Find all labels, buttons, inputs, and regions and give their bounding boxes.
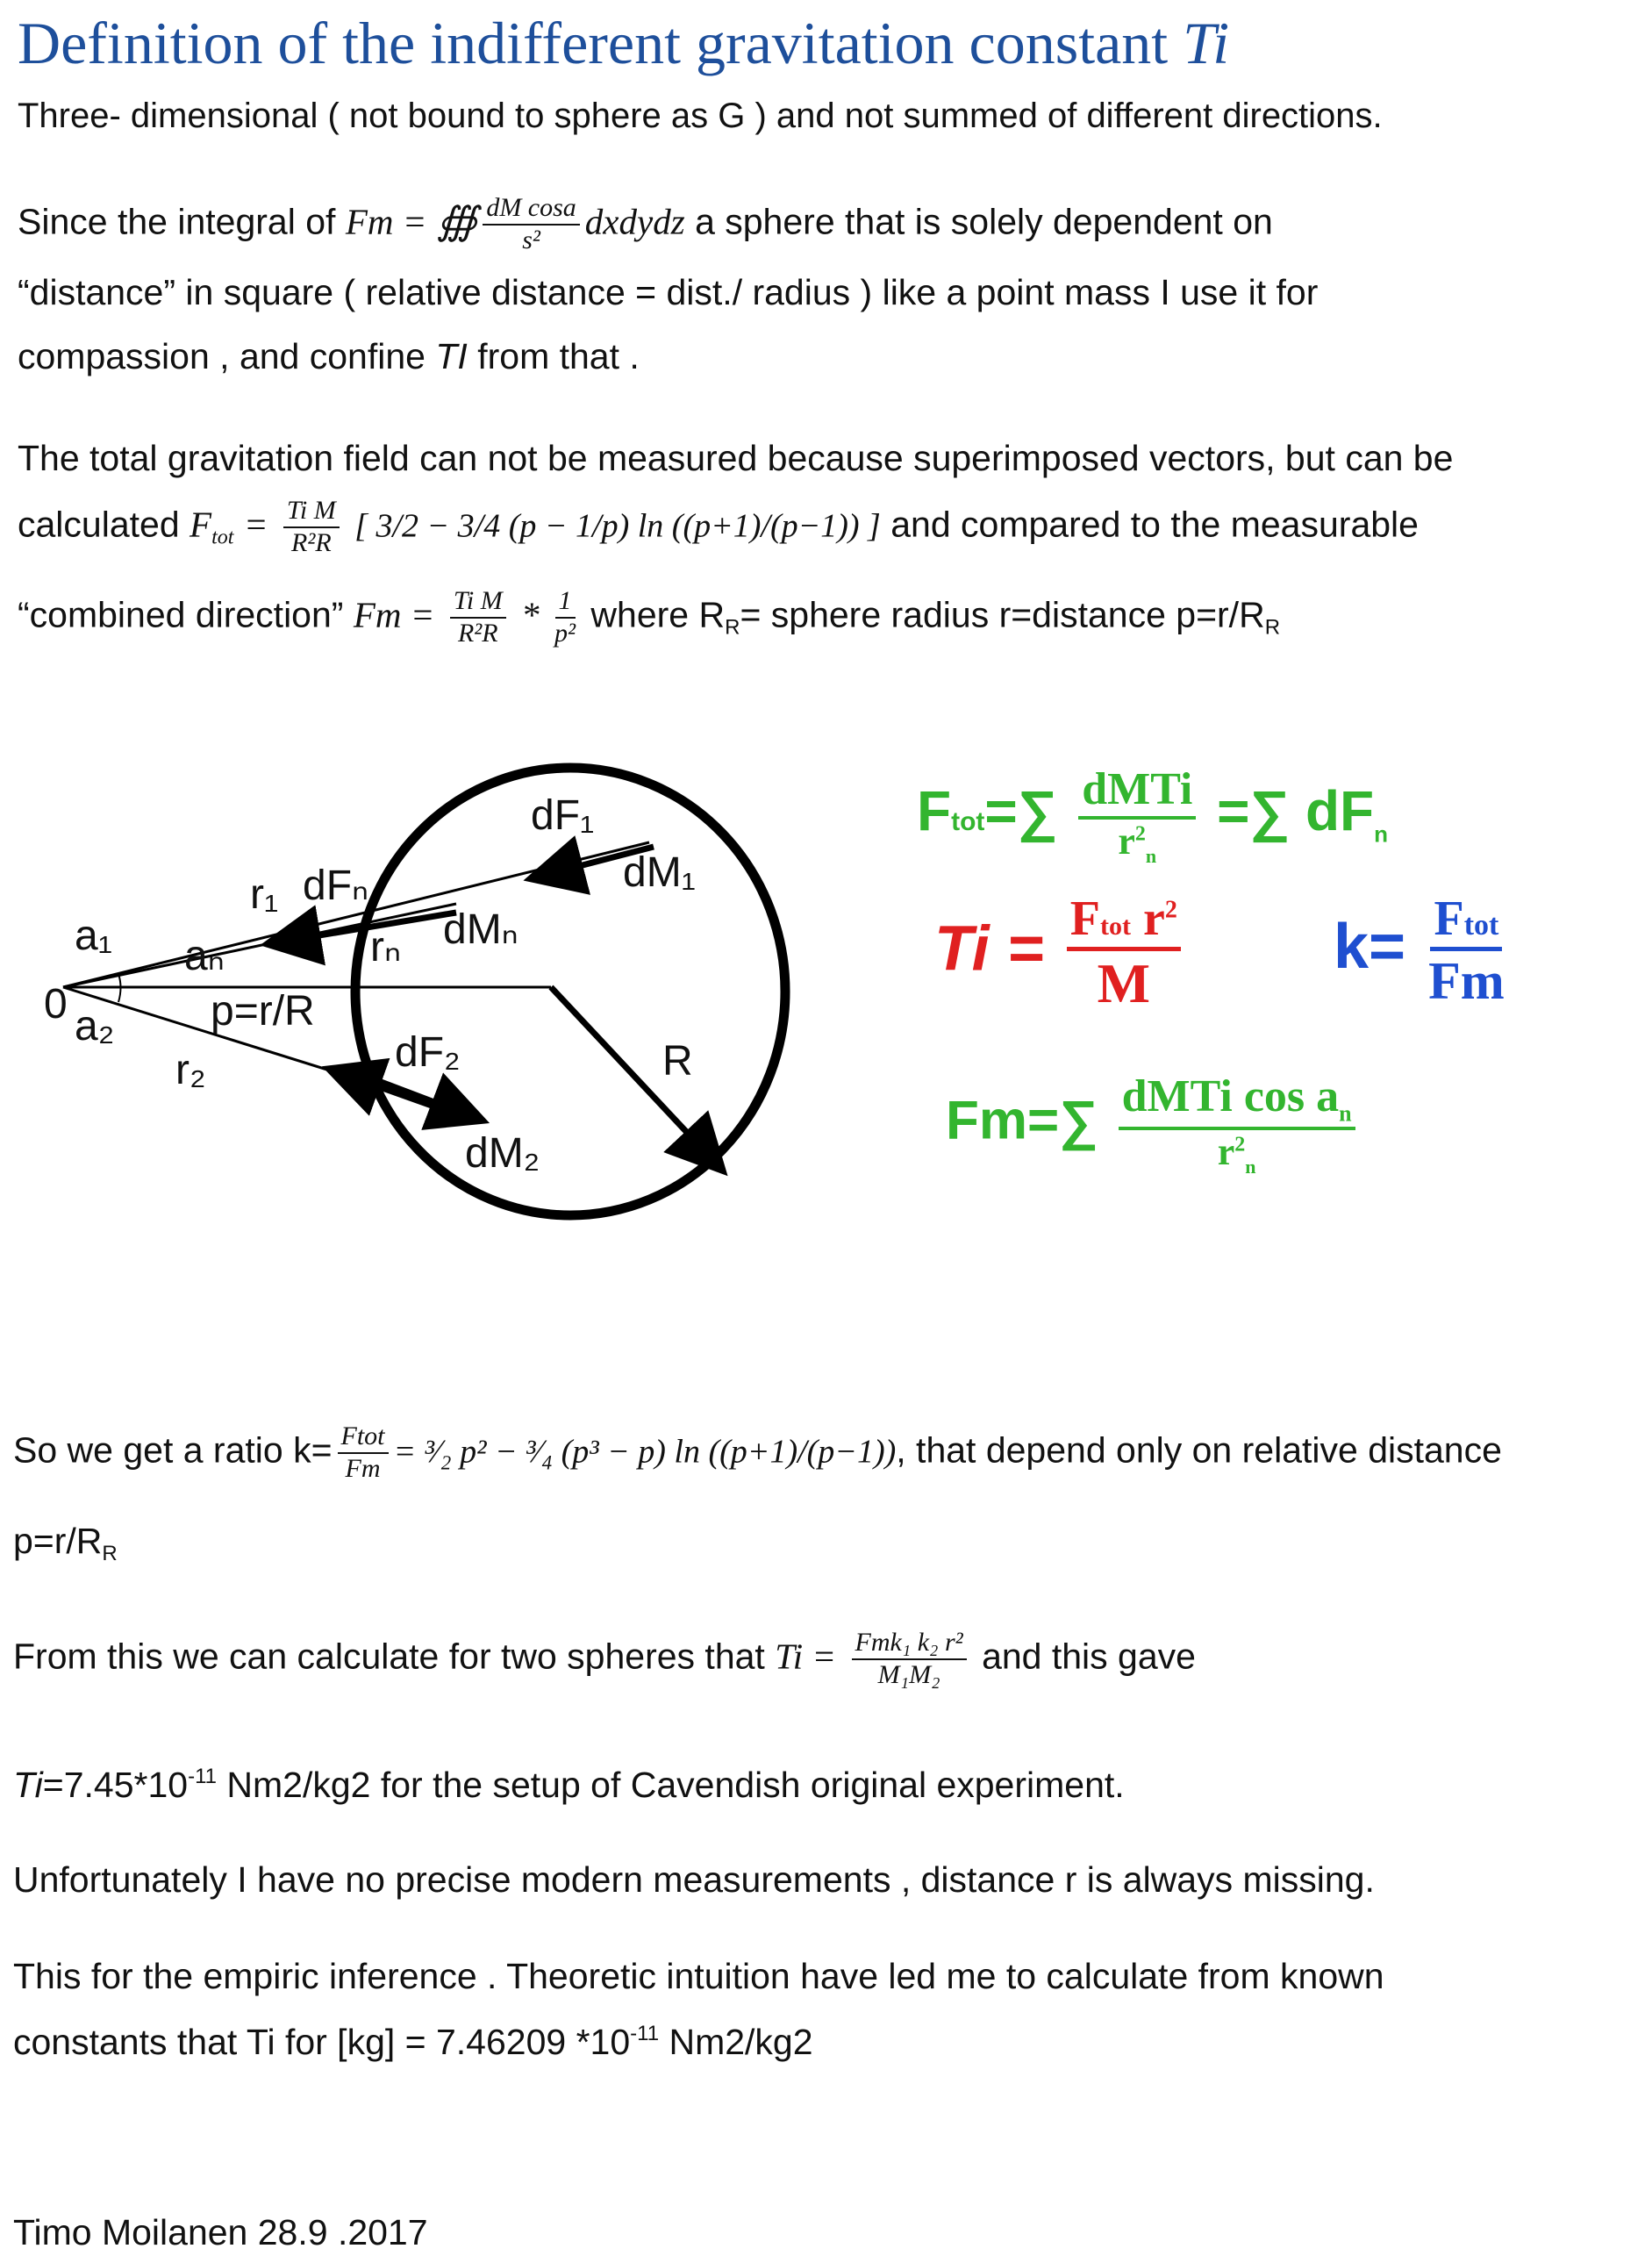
label-dM2: dM₂ [465, 1130, 540, 1177]
para4-ti: Ti = [775, 1636, 837, 1677]
para2-text3: “combined direction” [18, 594, 344, 635]
times: * [521, 594, 540, 635]
para4-line [13, 1628, 1196, 1690]
fm-green-den-sub: n [1245, 1156, 1256, 1178]
para3-text: So we get a ratio k= [13, 1429, 333, 1471]
para2-text: calculated [18, 504, 180, 545]
label-r1: r₁ [250, 871, 279, 918]
para5-exp: -11 [188, 1765, 218, 1788]
equals: = [243, 504, 268, 545]
triple-integral: ∰ [436, 199, 478, 243]
ti-num-f: F [1069, 892, 1100, 946]
k-den: Fm [1428, 952, 1505, 1011]
para4-den: M₁M₂ [877, 1659, 940, 1689]
ftot-green-den [1118, 820, 1156, 867]
label-dMn: dMₙ [443, 906, 518, 953]
integrand-den: s² [522, 225, 540, 254]
bracket-expression: [ 3/2 − 3/4 (p − 1/p) ln ((p+1)/(p−1)) ] [354, 507, 881, 545]
para3-sub: R [102, 1542, 118, 1565]
ti-lhs: Ti = [934, 913, 1044, 985]
fm-green-num [1119, 1071, 1355, 1130]
ftot-den: R²R [291, 527, 332, 557]
para7-line2 [13, 2021, 813, 2064]
label-origin: 0 [44, 981, 68, 1028]
para2-text2: and compared to the measurable [890, 504, 1419, 545]
rr-sub: R [725, 615, 740, 640]
para1-text4: from that . [477, 336, 640, 376]
k-ratio-den: Fm [345, 1453, 381, 1483]
subtitle: Three- dimensional ( not bound to sphere as G ) and not summed of different directions. [18, 97, 1383, 135]
label-p: p=r/R [211, 988, 315, 1035]
k-num [1430, 891, 1502, 951]
formula-ftot [917, 763, 1388, 867]
para5-line [13, 1764, 1125, 1807]
fm-green-den-r: r [1217, 1130, 1235, 1174]
label-a1: a₁ [75, 913, 112, 959]
fm-lhs: Fm = [345, 201, 427, 242]
ftot-sub-g: tot [951, 806, 985, 836]
label-r2: r₂ [175, 1047, 206, 1093]
ftot-num: Ti M [283, 496, 340, 528]
para6-line: Unfortunately I have no precise modern measurements , distance r is always missing. [13, 1859, 1375, 1900]
ti-fraction [1067, 891, 1181, 1016]
ftot-rhs-sub: n [1374, 820, 1389, 848]
k-ratio-expr: = ³⁄₂ p² − ³⁄₄ (p³ − p) ln ((p+1)/(p−1)) [393, 1433, 897, 1471]
para2-text5: = sphere radius r=distance p=r/R [740, 594, 1265, 635]
para7-text: constants that Ti for [kg] = 7.46209 *10 [13, 2022, 631, 2062]
formula-k [1334, 891, 1510, 1012]
para1-text: Since the integral of [18, 201, 336, 242]
para1-line2: “distance” in square ( relative distance = dist./ radius ) like a point mass I use it for [18, 272, 1319, 312]
ti-den: M [1097, 952, 1150, 1015]
rr-sub2: R [1264, 615, 1281, 640]
ftot-symbol: F [190, 504, 212, 545]
fm-green-num-sub: n [1339, 1100, 1352, 1127]
para4-num: Fmk₁ k₂ r² [852, 1628, 967, 1660]
k-num-sub: tot [1463, 909, 1499, 942]
para1-text3: compassion , and confine [18, 336, 426, 376]
fm2-num: 1 [555, 586, 576, 619]
para3-line2 [13, 1520, 118, 1567]
ti-symbol: TI [435, 336, 468, 376]
para2-text4: where R [590, 594, 726, 635]
para7-line1: This for the empiric inference . Theoretic intuition have led me to calculate from known [13, 1956, 1384, 1996]
k-ratio-num: Ftot [338, 1422, 389, 1454]
para7-tail: Nm2/kg2 [659, 2022, 813, 2062]
para5-value: =7.45*10 [42, 1765, 189, 1805]
para3-line1 [13, 1422, 1502, 1484]
para3-text3: p=r/R [13, 1521, 103, 1561]
formula-fm [946, 1071, 1361, 1178]
ti-num-sub: tot [1099, 912, 1131, 941]
fm-den: R²R [457, 618, 498, 648]
integrand-num: dM cosa [483, 193, 579, 226]
fm-lhs2: Fm = [353, 594, 435, 635]
ftot-green-num: dMTi [1078, 763, 1196, 820]
ftot-f: F [917, 778, 952, 842]
para1-text2: a sphere that is solely dependent on [695, 201, 1273, 242]
ti-num-sup: 2 [1164, 896, 1177, 924]
ftot-sub: tot [211, 526, 234, 549]
label-a2: a₂ [75, 1003, 115, 1049]
ti-num-r: r [1142, 892, 1165, 946]
k-lhs: k= [1334, 912, 1406, 983]
label-an: aₙ [184, 933, 225, 979]
ftot-green-den-sub: n [1145, 844, 1157, 867]
para4-text: From this we can calculate for two spheres that [13, 1636, 765, 1677]
arrow-dF2 [333, 1071, 456, 1114]
signature: Timo Moilanen 28.9 .2017 [13, 2212, 428, 2252]
ti-num [1067, 891, 1181, 951]
fm2-den: p² [554, 618, 576, 648]
ftot-green-den-sup: 2 [1134, 822, 1146, 846]
ftot-rhs: =∑ dF [1217, 778, 1375, 842]
fm-green-lhs: Fm=∑ [946, 1090, 1098, 1151]
label-R: R [662, 1038, 693, 1085]
para5-tail: Nm2/kg2 for the setup of Cavendish original experiment. [217, 1765, 1125, 1805]
ftot-green-fraction [1078, 763, 1196, 867]
ftot-green-den-r: r [1118, 819, 1135, 863]
fm-green-fraction [1119, 1071, 1355, 1178]
label-dF2: dF₂ [395, 1029, 461, 1076]
para7-exp: -11 [630, 2022, 660, 2045]
arrow-dM2 [351, 1071, 478, 1119]
formula-ti [934, 891, 1186, 1016]
para5-sym: Ti [13, 1765, 43, 1805]
k-ratio-fraction [338, 1422, 389, 1484]
k-fraction [1428, 891, 1505, 1012]
radius-line [551, 987, 719, 1167]
label-rn: rₙ [370, 924, 402, 970]
k-num-f: F [1434, 892, 1464, 946]
title-text: Definition of the indifferent gravitation constant [18, 10, 1169, 76]
para3-text2: , that depend only on relative distance [896, 1429, 1502, 1471]
label-dM1: dM₁ [623, 849, 696, 896]
para4-text2: and this gave [982, 1636, 1196, 1677]
para2-line1: The total gravitation field can not be measured because superimposed vectors, but can be [18, 438, 1454, 478]
label-dFn: dFₙ [303, 863, 369, 909]
ftot-eq: =∑ [984, 778, 1058, 842]
fm-green-den-sup: 2 [1234, 1133, 1246, 1157]
title-symbol: Ti [1183, 10, 1230, 76]
fm-num: Ti M [450, 586, 506, 619]
integrand-tail: dxdydz [584, 201, 685, 242]
fm-green-num-text: dMTi cos a [1121, 1071, 1340, 1121]
para4-fraction [852, 1628, 967, 1690]
fm-green-den [1218, 1130, 1256, 1178]
label-dF1: dF₁ [531, 792, 595, 839]
